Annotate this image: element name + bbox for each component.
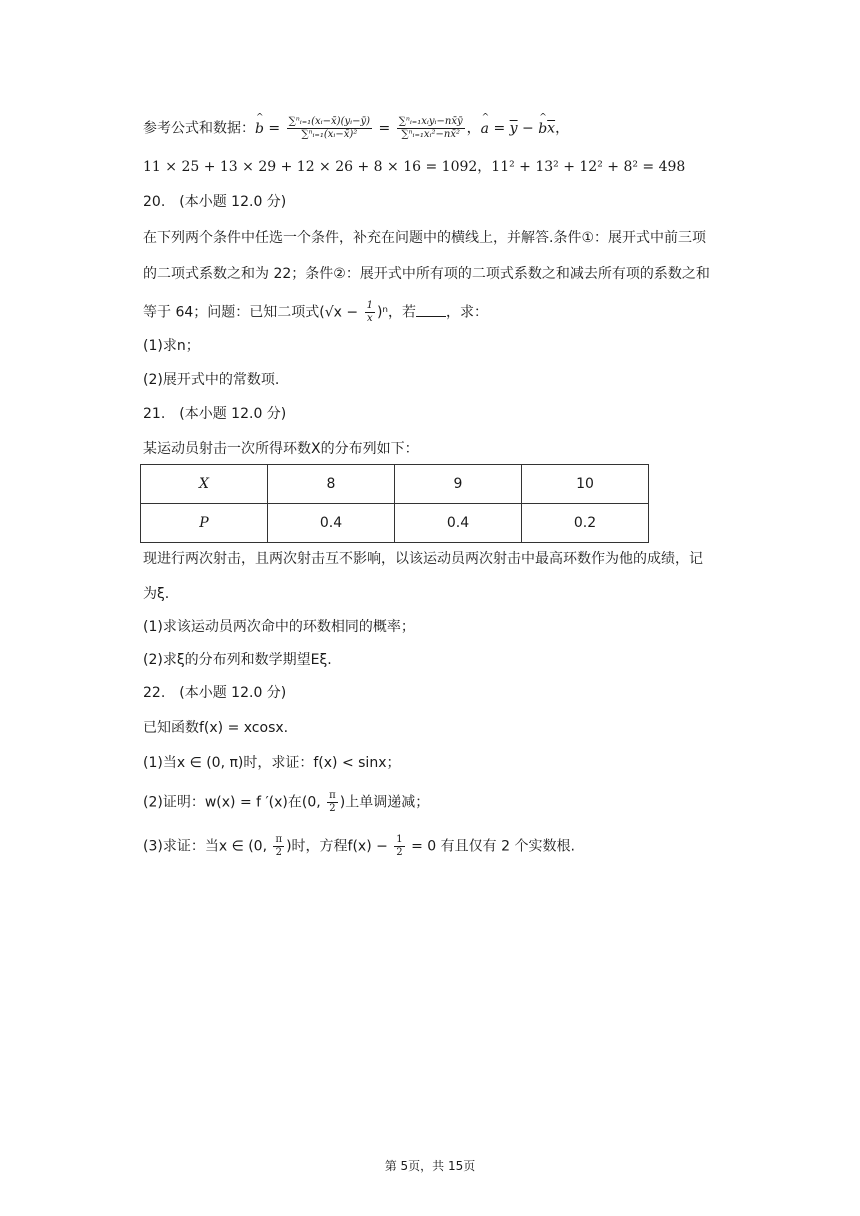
q20-part1: (1)求n； [143,338,200,354]
table-cell: P [141,504,268,543]
q21-part2: (2)求ξ的分布列和数学期望Eξ. [143,652,332,668]
reference-data: 11 × 25 + 13 × 29 + 12 × 26 + 8 × 16 = 1092，11² + 13² + 12² + 8² = 498 [143,159,686,175]
q22-intro: 已知函数f(x) = xcosx. [143,720,289,736]
q22-header: 22. (本小题 12.0 分) [143,685,287,701]
q22-part2: (2)证明：w(x) = f ′(x)在(0, $\frac{\pi}{2}$ )上单调递减； [143,790,430,814]
table-row [141,504,649,543]
q22-part3: (3)求证：当x ∈ (0, $\frac{\pi}{2}$ )时，方程f(x) − $\frac{1}{2}$ = 0 有且仅有 2 个实数根. [143,834,575,858]
reference-label: 参考公式和数据： [143,120,255,137]
q21-header: 21. (本小题 12.0 分) [143,406,287,422]
b-hat: ^ b [255,119,264,139]
page-footer: 第 5页，共 15页 [384,1159,476,1173]
a-hat: ^ a [481,119,489,139]
pi-over-2-fraction: $\frac{\pi}{2}$ [329,790,336,814]
formula-fraction-1: $\frac{\text{∑ⁿᵢ₌₁(xᵢ−x̄)(yᵢ−ȳ)}}{\text{∑ⁿᵢ₌₁(xᵢ−x̄)²}}$ [288,116,371,140]
formula-fraction-2: $\frac{\text{∑ⁿᵢ₌₁xᵢyᵢ−nx̄ȳ}}{\text{∑ⁿᵢ₌₁xᵢ²−nx̄²}}$ [398,116,463,140]
q20-line2: 的二项式系数之和为 22；条件②：展开式中所有项的二项式系数之和减去所有项的系数之和 [143,266,710,282]
table-cell: 0.4 [395,504,522,543]
q20-part2: (2)展开式中的常数项. [143,372,280,388]
q20-header: 20. (本小题 12.0 分) [143,194,287,210]
q21-part1: (1)求该运动员两次命中的环数相同的概率； [143,619,415,635]
table-row [141,465,649,504]
table-cell: 0.2 [522,504,649,543]
reference-formula: 参考公式和数据：^ b = $\frac{\text{∑ⁿᵢ₌₁(xᵢ−x̄)(yᵢ−ȳ)}}{\text{∑ⁿᵢ₌₁(xᵢ−x̄)²}}$ = $\frac{\text{∑ⁿᵢ₌₁xᵢyᵢ−nx̄ȳ}}{\text{∑ⁿᵢ₌₁xᵢ²−nx̄²}}$ ，^ $a = \overline{y}$ − ^ $b\overline{x}$， [143,116,569,141]
q21-intro: 某运动员射击一次所得环数X的分布列如下： [143,441,419,457]
q20-fraction: $\frac{1}{x}$ [366,300,373,324]
table-cell: X [141,465,268,504]
one-half-fraction: $\frac{1}{2}$ [396,834,403,858]
distribution-table [140,464,649,543]
table-cell: 10 [522,465,649,504]
q20-line1: 在下列两个条件中任选一个条件，补充在问题中的横线上，并解答.条件①：展开式中前三项 [143,230,706,246]
q21-line2: 为ξ. [143,586,170,602]
answer-blank [416,302,446,317]
q20-line3: 等于 64；问题：已知二项式(√x − $\frac{1}{x}$ )ⁿ，若 ，求： [143,300,488,324]
q21-line1: 现进行两次射击，且两次射击互不影响，以该运动员两次射击中最高环数作为他的成绩，记 [143,551,703,567]
table-cell: 0.4 [268,504,395,543]
pi-over-2-fraction: $\frac{\pi}{2}$ [275,834,283,858]
table-cell: 8 [268,465,395,504]
q22-part1: (1)当x ∈ (0, π)时，求证：f(x) < sinx； [143,755,401,771]
table-cell: 9 [395,465,522,504]
